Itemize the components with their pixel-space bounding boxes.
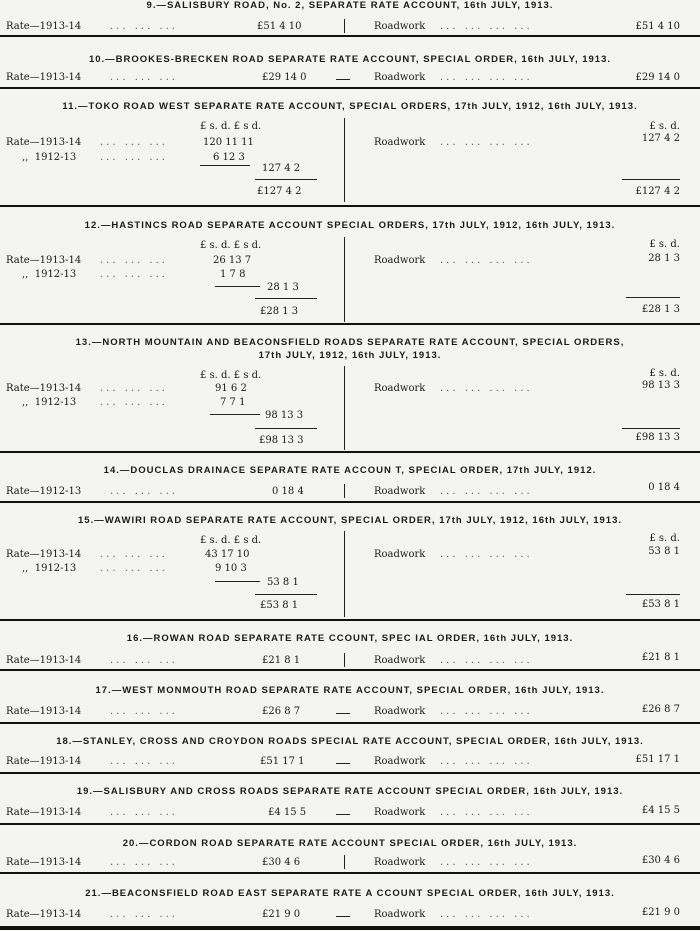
- leader-dots: ... ... ...: [110, 486, 178, 497]
- amount: £26 8 7: [262, 706, 301, 717]
- rate-label: Rate—1913-14: [6, 21, 82, 32]
- column-divider: [344, 366, 345, 450]
- dash: [336, 713, 350, 714]
- amount: 0 18 4: [272, 486, 304, 497]
- total-line: [622, 179, 680, 180]
- account-title: 14.—DOUCLAS DRAINACE SEPARATE RATE ACCOUN T, SPECIAL ORDER, 17th JULY, 1912.: [103, 465, 597, 476]
- right-total: £127 4 2: [635, 186, 680, 197]
- rate-label: Rate—1913-14: [6, 255, 82, 266]
- amount: £21 8 1: [262, 655, 301, 666]
- rate-label: Rate—1913-14: [6, 655, 82, 666]
- leader-dots: ... ... ...: [100, 269, 168, 280]
- subtotal: 127 4 2: [262, 163, 301, 174]
- account-title: 20.—CORDON ROAD SEPARATE RATE ACCOUNT SPECIAL ORDER, 16th JULY, 1913.: [122, 838, 578, 849]
- section-rule: [0, 772, 700, 774]
- subtotal: 98 13 3: [265, 410, 304, 421]
- rate-label: Rate—1913-14: [6, 756, 82, 767]
- total-line: [626, 297, 680, 298]
- rate-label: Rate—1913-14: [6, 706, 82, 717]
- section-rule: [0, 205, 700, 207]
- right-amount: 0 18 4: [648, 482, 680, 493]
- value: 43 17 10: [205, 549, 250, 560]
- amount: £21 9 0: [262, 909, 301, 920]
- account-title: 17.—WEST MONMOUTH ROAD SEPARATE RATE ACCOUNT, SPECIAL ORDER, 16th JULY, 1913.: [95, 685, 605, 696]
- total-line: [255, 428, 317, 429]
- leader-dots: ... ... ... ...: [440, 137, 533, 148]
- right-amount: £21 8 1: [641, 652, 680, 663]
- column-divider: [344, 484, 345, 498]
- leader-dots: ... ... ...: [110, 706, 178, 717]
- right-amount: £21 9 0: [641, 907, 680, 918]
- account-title: 16.—ROWAN ROAD SEPARATE RATE CCOUNT, SPEC IAL ORDER, 16th JULY, 1913.: [126, 633, 574, 644]
- right-amount: 53 8 1: [648, 546, 680, 557]
- section-rule: [0, 926, 700, 930]
- amount: £51 17 1: [260, 756, 305, 767]
- right-amount: £51 4 10: [635, 21, 680, 32]
- section-rule: [0, 35, 700, 37]
- rate-label: Rate—1912-13: [6, 486, 82, 497]
- sum-line: [215, 286, 260, 287]
- roadwork-label: Roadwork: [374, 706, 426, 717]
- column-divider: [344, 237, 345, 322]
- sum-line: [215, 581, 260, 582]
- section-rule: [0, 619, 700, 621]
- leader-dots: ... ... ... ...: [440, 909, 533, 920]
- total: £53 8 1: [260, 600, 299, 611]
- leader-dots: ... ... ... ...: [440, 21, 533, 32]
- column-divider: [344, 118, 345, 202]
- leader-dots: ... ... ...: [110, 909, 178, 920]
- right-amount: 98 13 3: [641, 380, 680, 391]
- section-rule: [0, 87, 700, 89]
- sum-line: [200, 165, 250, 166]
- dash: [336, 814, 350, 815]
- leader-dots: ... ... ...: [110, 807, 178, 818]
- leader-dots: ... ... ...: [110, 857, 178, 868]
- column-header: £ s. d. £ s d.: [200, 121, 262, 132]
- column-divider: [344, 653, 345, 667]
- total-line: [255, 179, 317, 180]
- roadwork-label: Roadwork: [374, 383, 426, 394]
- column-header-right: £ s. d.: [649, 368, 680, 379]
- account-title: 15.—WAWIRI ROAD SEPARATE RATE ACCOUNT, SPECIAL ORDER, 17th JULY, 1912, 16th JULY, 1913.: [78, 515, 622, 526]
- leader-dots: ... ... ... ...: [440, 383, 533, 394]
- account-title: 9.—SALISBURY ROAD, No. 2, SEPARATE RATE ACCOUNT, 16th JULY, 1913.: [146, 0, 554, 11]
- right-amount: 127 4 2: [641, 133, 680, 144]
- leader-dots: ... ... ...: [100, 152, 168, 163]
- column-header-right: £ s. d.: [649, 121, 680, 132]
- leader-dots: ... ... ...: [100, 397, 168, 408]
- rate-label: Rate—1913-14: [6, 72, 82, 83]
- roadwork-label: Roadwork: [374, 756, 426, 767]
- total-line: [255, 594, 317, 595]
- leader-dots: ... ... ...: [110, 72, 178, 83]
- total: £127 4 2: [257, 186, 302, 197]
- subtotal: 28 1 3: [267, 282, 299, 293]
- leader-dots: ... ... ...: [110, 655, 178, 666]
- total-line: [622, 428, 680, 429]
- dash: [336, 916, 350, 917]
- roadwork-label: Roadwork: [374, 655, 426, 666]
- value: 91 6 2: [215, 383, 247, 394]
- section-rule: [0, 823, 700, 825]
- leader-dots: ... ... ...: [100, 255, 168, 266]
- amount: £51 4 10: [257, 21, 302, 32]
- rate-label: Rate—1913-14: [6, 383, 82, 394]
- roadwork-label: Roadwork: [374, 255, 426, 266]
- subtotal: 53 8 1: [267, 577, 299, 588]
- rate-label: Rate—1913-14: [6, 909, 82, 920]
- right-amount: £51 17 1: [635, 754, 680, 765]
- rate-label: Rate—1913-14: [6, 137, 82, 148]
- right-total: £28 1 3: [641, 304, 680, 315]
- account-title: 19.—SALISBURY AND CROSS ROADS SEPARATE RATE ACCOUNT SPECIAL ORDER, 16th JULY, 1913.: [76, 786, 624, 797]
- leader-dots: ... ... ... ...: [440, 486, 533, 497]
- section-rule: [0, 669, 700, 671]
- value: 9 10 3: [215, 563, 247, 574]
- ditto-label: ,, 1912-13: [22, 563, 77, 574]
- right-amount: 28 1 3: [648, 253, 680, 264]
- column-divider: [344, 19, 345, 33]
- roadwork-label: Roadwork: [374, 486, 426, 497]
- ditto-label: ,, 1912-13: [22, 397, 77, 408]
- amount: £4 15 5: [268, 807, 307, 818]
- roadwork-label: Roadwork: [374, 807, 426, 818]
- column-header: £ s. d. £ s d.: [200, 535, 262, 546]
- dash: [336, 763, 350, 764]
- right-total: £53 8 1: [641, 599, 680, 610]
- account-title: 13.—NORTH MOUNTAIN AND BEACONSFIELD ROADS SEPARATE RATE ACCOUNT, SPECIAL ORDERS,: [75, 337, 625, 348]
- ditto-label: ,, 1912-13: [22, 152, 77, 163]
- leader-dots: ... ... ... ...: [440, 72, 533, 83]
- sum-line: [210, 414, 260, 415]
- leader-dots: ... ... ... ...: [440, 857, 533, 868]
- section-rule: [0, 722, 700, 724]
- dash: [336, 79, 350, 80]
- column-header: £ s. d. £ s d.: [200, 370, 262, 381]
- leader-dots: ... ... ... ...: [440, 706, 533, 717]
- total-line: [255, 298, 317, 299]
- total: £28 1 3: [260, 306, 299, 317]
- leader-dots: ... ... ...: [100, 137, 168, 148]
- roadwork-label: Roadwork: [374, 909, 426, 920]
- roadwork-label: Roadwork: [374, 21, 426, 32]
- leader-dots: ... ... ...: [110, 756, 178, 767]
- leader-dots: ... ... ...: [100, 563, 168, 574]
- column-header-right: £ s. d.: [649, 239, 680, 250]
- roadwork-label: Roadwork: [374, 857, 426, 868]
- rate-label: Rate—1913-14: [6, 549, 82, 560]
- account-title: 18.—STANLEY, CROSS AND CROYDON ROADS SPECIAL RATE ACCOUNT, SPECIAL ORDER, 16th JULY, 1913.: [56, 736, 644, 747]
- column-header: £ s. d. £ s d.: [200, 240, 262, 251]
- total-line: [626, 594, 680, 595]
- roadwork-label: Roadwork: [374, 72, 426, 83]
- account-title: 12.—HASTINCS ROAD SEPARATE ACCOUNT SPECIAL ORDERS, 17th JULY, 1912, 16th JULY, 1913.: [84, 220, 616, 231]
- rate-label: Rate—1913-14: [6, 807, 82, 818]
- roadwork-label: Roadwork: [374, 137, 426, 148]
- leader-dots: ... ... ...: [100, 549, 168, 560]
- leader-dots: ... ... ... ...: [440, 255, 533, 266]
- ditto-label: ,, 1912-13: [22, 269, 77, 280]
- right-total: £98 13 3: [635, 432, 680, 443]
- section-rule: [0, 501, 700, 503]
- right-amount: £4 15 5: [641, 805, 680, 816]
- value: 6 12 3: [213, 152, 245, 163]
- section-rule: [0, 872, 700, 874]
- account-title-continued: 17th JULY, 1912, 16th JULY, 1913.: [258, 350, 442, 361]
- rate-label: Rate—1913-14: [6, 857, 82, 868]
- value: 120 11 11: [203, 137, 254, 148]
- right-amount: £30 4 6: [641, 855, 680, 866]
- column-header-right: £ s. d.: [649, 533, 680, 544]
- section-rule: [0, 451, 700, 453]
- amount: £29 14 0: [262, 72, 307, 83]
- leader-dots: ... ... ... ...: [440, 756, 533, 767]
- column-divider: [344, 531, 345, 617]
- leader-dots: ... ... ...: [100, 383, 168, 394]
- value: 26 13 7: [213, 255, 252, 266]
- right-amount: £29 14 0: [635, 72, 680, 83]
- account-title: 10.—BROOKES-BRECKEN ROAD SEPARATE RATE ACCOUNT, SPECIAL ORDER, 16th JULY, 1913.: [88, 54, 612, 65]
- value: 1 7 8: [220, 269, 246, 280]
- leader-dots: ... ... ... ...: [440, 807, 533, 818]
- roadwork-label: Roadwork: [374, 549, 426, 560]
- leader-dots: ... ... ... ...: [440, 549, 533, 560]
- right-amount: £26 8 7: [641, 704, 680, 715]
- account-title: 11.—TOKO ROAD WEST SEPARATE RATE ACCOUNT, SPECIAL ORDERS, 17th JULY, 1912, 16th JULY, 1913.: [62, 101, 638, 112]
- leader-dots: ... ... ...: [110, 21, 178, 32]
- column-divider: [344, 855, 345, 869]
- section-rule: [0, 323, 700, 325]
- account-title: 21.—BEACONSFIELD ROAD EAST SEPARATE RATE A CCOUNT SPECIAL ORDER, 16th JULY, 1913.: [85, 888, 615, 899]
- total: £98 13 3: [259, 435, 304, 446]
- amount: £30 4 6: [262, 857, 301, 868]
- value: 7 7 1: [220, 397, 246, 408]
- leader-dots: ... ... ... ...: [440, 655, 533, 666]
